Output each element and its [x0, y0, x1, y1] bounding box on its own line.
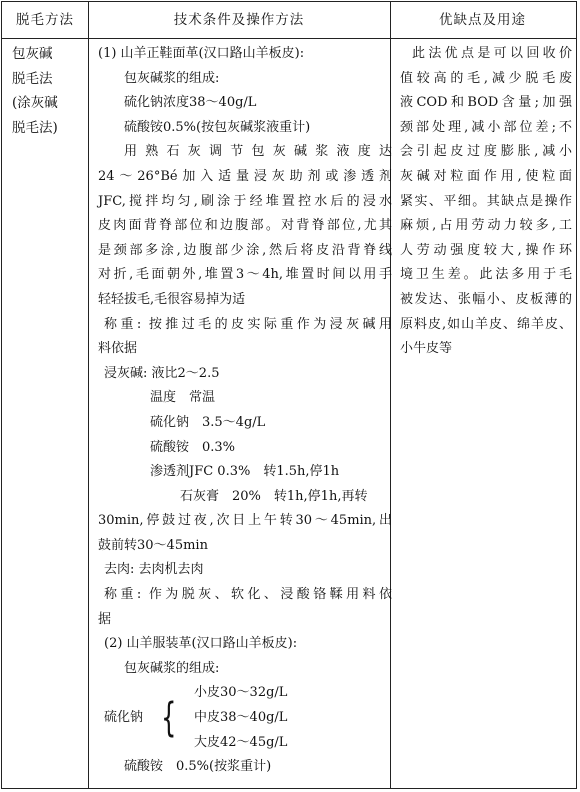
merits-line: 原料皮,如山羊皮、绵羊皮、	[400, 316, 572, 332]
header-method: 脱毛方法	[16, 11, 74, 28]
size-item-large: 大皮42～45g/L	[194, 734, 288, 750]
merits-line: 此法优点是可以回收价	[412, 46, 572, 61]
paste-composition-label: 包灰碱浆的组成:	[124, 70, 220, 86]
header-procedure: 技术条件及操作方法	[173, 11, 305, 28]
paste-composition-label-2: 包灰碱浆的组成:	[124, 660, 220, 676]
column-divider	[88, 2, 89, 788]
weighing-note: 称重: 按推过毛的皮实际重作为浸灰碱用	[104, 316, 392, 332]
procedure-cell	[98, 42, 392, 780]
procedure-paragraph-line: 是颈部多涂,边腹部少涂,然后将皮沿背脊线	[98, 242, 392, 258]
size-item-medium: 中皮38～40g/L	[194, 710, 288, 726]
method-line: 脱毛法	[12, 70, 53, 87]
merits-line: 会引起皮过度膨胀,减小	[400, 144, 572, 160]
ammonium-sulfate-2: 硫酸铵 0.5%(按浆重计)	[124, 759, 272, 775]
weighing-note-cont: 料依据	[98, 341, 138, 357]
method-cell	[12, 42, 78, 140]
procedure-paragraph-line: 对折,毛面朝外,堆置3～4h,堆置时间以用手	[98, 267, 392, 283]
liming-sulfide: 硫化钠 3.5～4g/L	[150, 414, 266, 430]
header-merits: 优缺点及用途	[439, 11, 526, 28]
liming-label: 浸灰碱:	[104, 365, 148, 381]
section-1-title: (1) 山羊正鞋面革(汉口路山羊板皮):	[98, 46, 305, 61]
merits-line: 小牛皮等	[400, 341, 453, 357]
curly-brace-icon: {	[161, 695, 177, 742]
merits-line: 紧实、平细。其缺点是操作	[400, 193, 572, 209]
fleshing-step: 去肉: 去肉机去肉	[104, 562, 204, 578]
process-table	[1, 1, 577, 789]
liming-continuation: 鼓前转30～45min	[98, 537, 208, 553]
merits-line: 境卫生差。此法多用于毛	[400, 267, 572, 283]
liming-jfc: 渗透剂JFC 0.3% 转1.5h,停1h	[150, 464, 340, 480]
section-2-title: (2) 山羊服装革(汉口路山羊板皮):	[104, 636, 298, 652]
merits-cell	[400, 42, 572, 362]
weighing-note-2-cont: 据	[98, 611, 112, 627]
ammonium-sulfate: 硫酸铵0.5%(按包灰碱浆液重计)	[124, 119, 311, 135]
procedure-paragraph-line: JFC,搅拌均匀,刷涂于经堆置控水后的浸水	[98, 193, 392, 209]
method-line: 脱毛法)	[12, 119, 58, 136]
liming-ammonium: 硫酸铵 0.3%	[150, 439, 236, 455]
liming-row	[98, 362, 392, 387]
liming-lime-paste: 石灰膏 20% 转1h,停1h,再转	[180, 488, 368, 504]
merits-line: 灰碱对粒面作用,使粒面	[400, 168, 572, 184]
size-list	[194, 681, 287, 755]
procedure-paragraph-line: 轻轻拔毛,毛很容易掉为适	[98, 291, 246, 307]
liming-ratio: 液比2～2.5	[151, 365, 220, 381]
merits-line: 值较高的毛,减少脱毛废	[400, 70, 572, 86]
method-line: (涂灰碱	[12, 95, 58, 112]
sulfide-concentration: 硫化钠浓度38～40g/L	[124, 95, 257, 111]
merits-line: 颈部处理,减小部位差;不	[400, 119, 572, 135]
procedure-paragraph-line: 皮肉面背脊部位和边腹部。对背脊部位,尤其	[98, 218, 392, 234]
header-divider	[2, 38, 576, 39]
method-line: 包灰碱	[12, 46, 53, 62]
merits-line: 人劳动强度较大,操作环	[400, 242, 572, 258]
sulfide-by-size	[98, 681, 392, 755]
weighing-note-2: 称重: 作为脱灰、软化、浸酸铬鞣用料依	[104, 587, 392, 603]
liming-temperature: 温度 常温	[150, 390, 216, 406]
size-item-small: 小皮30～32g/L	[194, 685, 288, 701]
merits-line: 液COD和BOD含量;加强	[400, 95, 572, 111]
merits-line: 被发达、张幅小、皮板薄的	[400, 291, 572, 307]
liming-continuation: 30min,停鼓过夜,次日上午转30～45min,出	[98, 513, 392, 529]
sulfide-label: 硫化钠	[104, 710, 144, 726]
procedure-paragraph-line: 用熟石灰调节包灰碱浆液度达	[124, 144, 392, 160]
merits-line: 麻烦,占用劳动力较多,工	[400, 218, 572, 234]
procedure-paragraph-line: 24～26°Bé加入适量浸灰助剂或渗透剂	[98, 168, 392, 184]
